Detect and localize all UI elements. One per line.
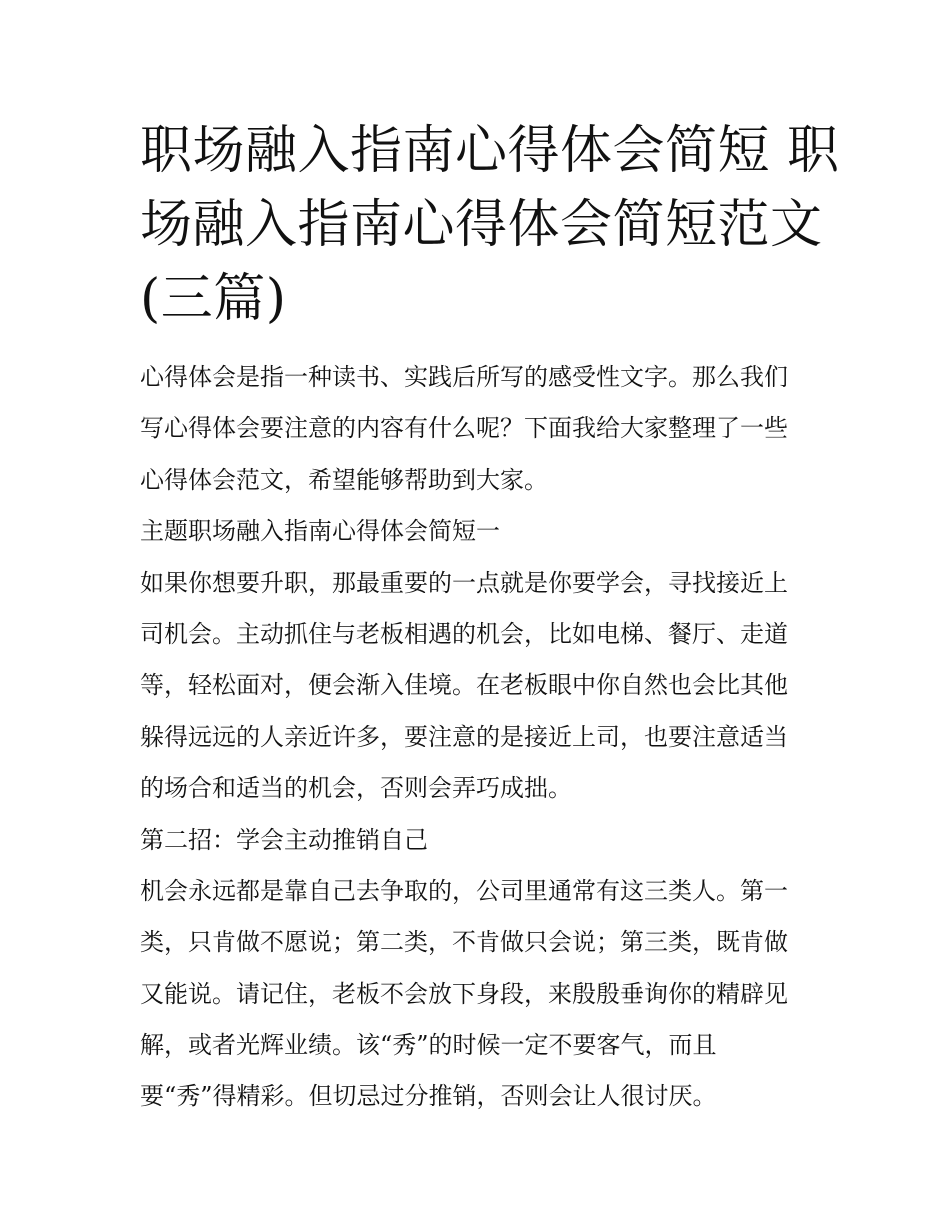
paragraph-line: 类，只肯做不愿说；第二类，不肯做只会说；第三类，既肯做 xyxy=(140,928,788,957)
paragraph-line: 如果你想要升职，那最重要的一点就是你要学会，寻找接近上 xyxy=(140,568,788,597)
paragraph-line: 机会永远都是靠自己去争取的，公司里通常有这三类人。第一 xyxy=(140,876,788,905)
paragraph-line: 的场合和适当的机会，否则会弄巧成拙。 xyxy=(140,774,572,803)
paragraph-line: 解，或者光辉业绩。该“秀”的时候一定不要客气，而且 xyxy=(140,1031,717,1060)
document-body xyxy=(140,352,820,1123)
paragraph-line: 躲得远远的人亲近许多，要注意的是接近上司，也要注意适当 xyxy=(140,722,788,751)
paragraph-line: 又能说。请记住，老板不会放下身段，来殷殷垂询你的精辟见 xyxy=(140,979,788,1008)
document-title xyxy=(140,114,840,336)
title-line: (三篇) xyxy=(140,269,287,329)
paragraph-line: 要“秀”得精彩。但切忌过分推销，否则会让人很讨厌。 xyxy=(140,1082,717,1111)
paragraph-line: 司机会。主动抓住与老板相遇的机会，比如电梯、餐厅、走道 xyxy=(140,619,788,648)
intro-line: 写心得体会要注意的内容有什么呢？下面我给大家整理了一些 xyxy=(140,414,788,443)
paragraph-line: 等，轻松面对，便会渐入佳境。在老板眼中你自然也会比其他 xyxy=(140,671,788,700)
title-line: 职场融入指南心得体会简短 职 xyxy=(140,121,840,181)
intro-line: 心得体会范文，希望能够帮助到大家。 xyxy=(140,465,548,494)
section-heading: 第二招：学会主动推销自己 xyxy=(140,825,428,854)
title-line: 场融入指南心得体会简短范文 xyxy=(140,195,823,255)
intro-line: 心得体会是指一种读书、实践后所写的感受性文字。那么我们 xyxy=(140,363,788,391)
section-heading: 主题职场融入指南心得体会简短一 xyxy=(140,517,500,546)
